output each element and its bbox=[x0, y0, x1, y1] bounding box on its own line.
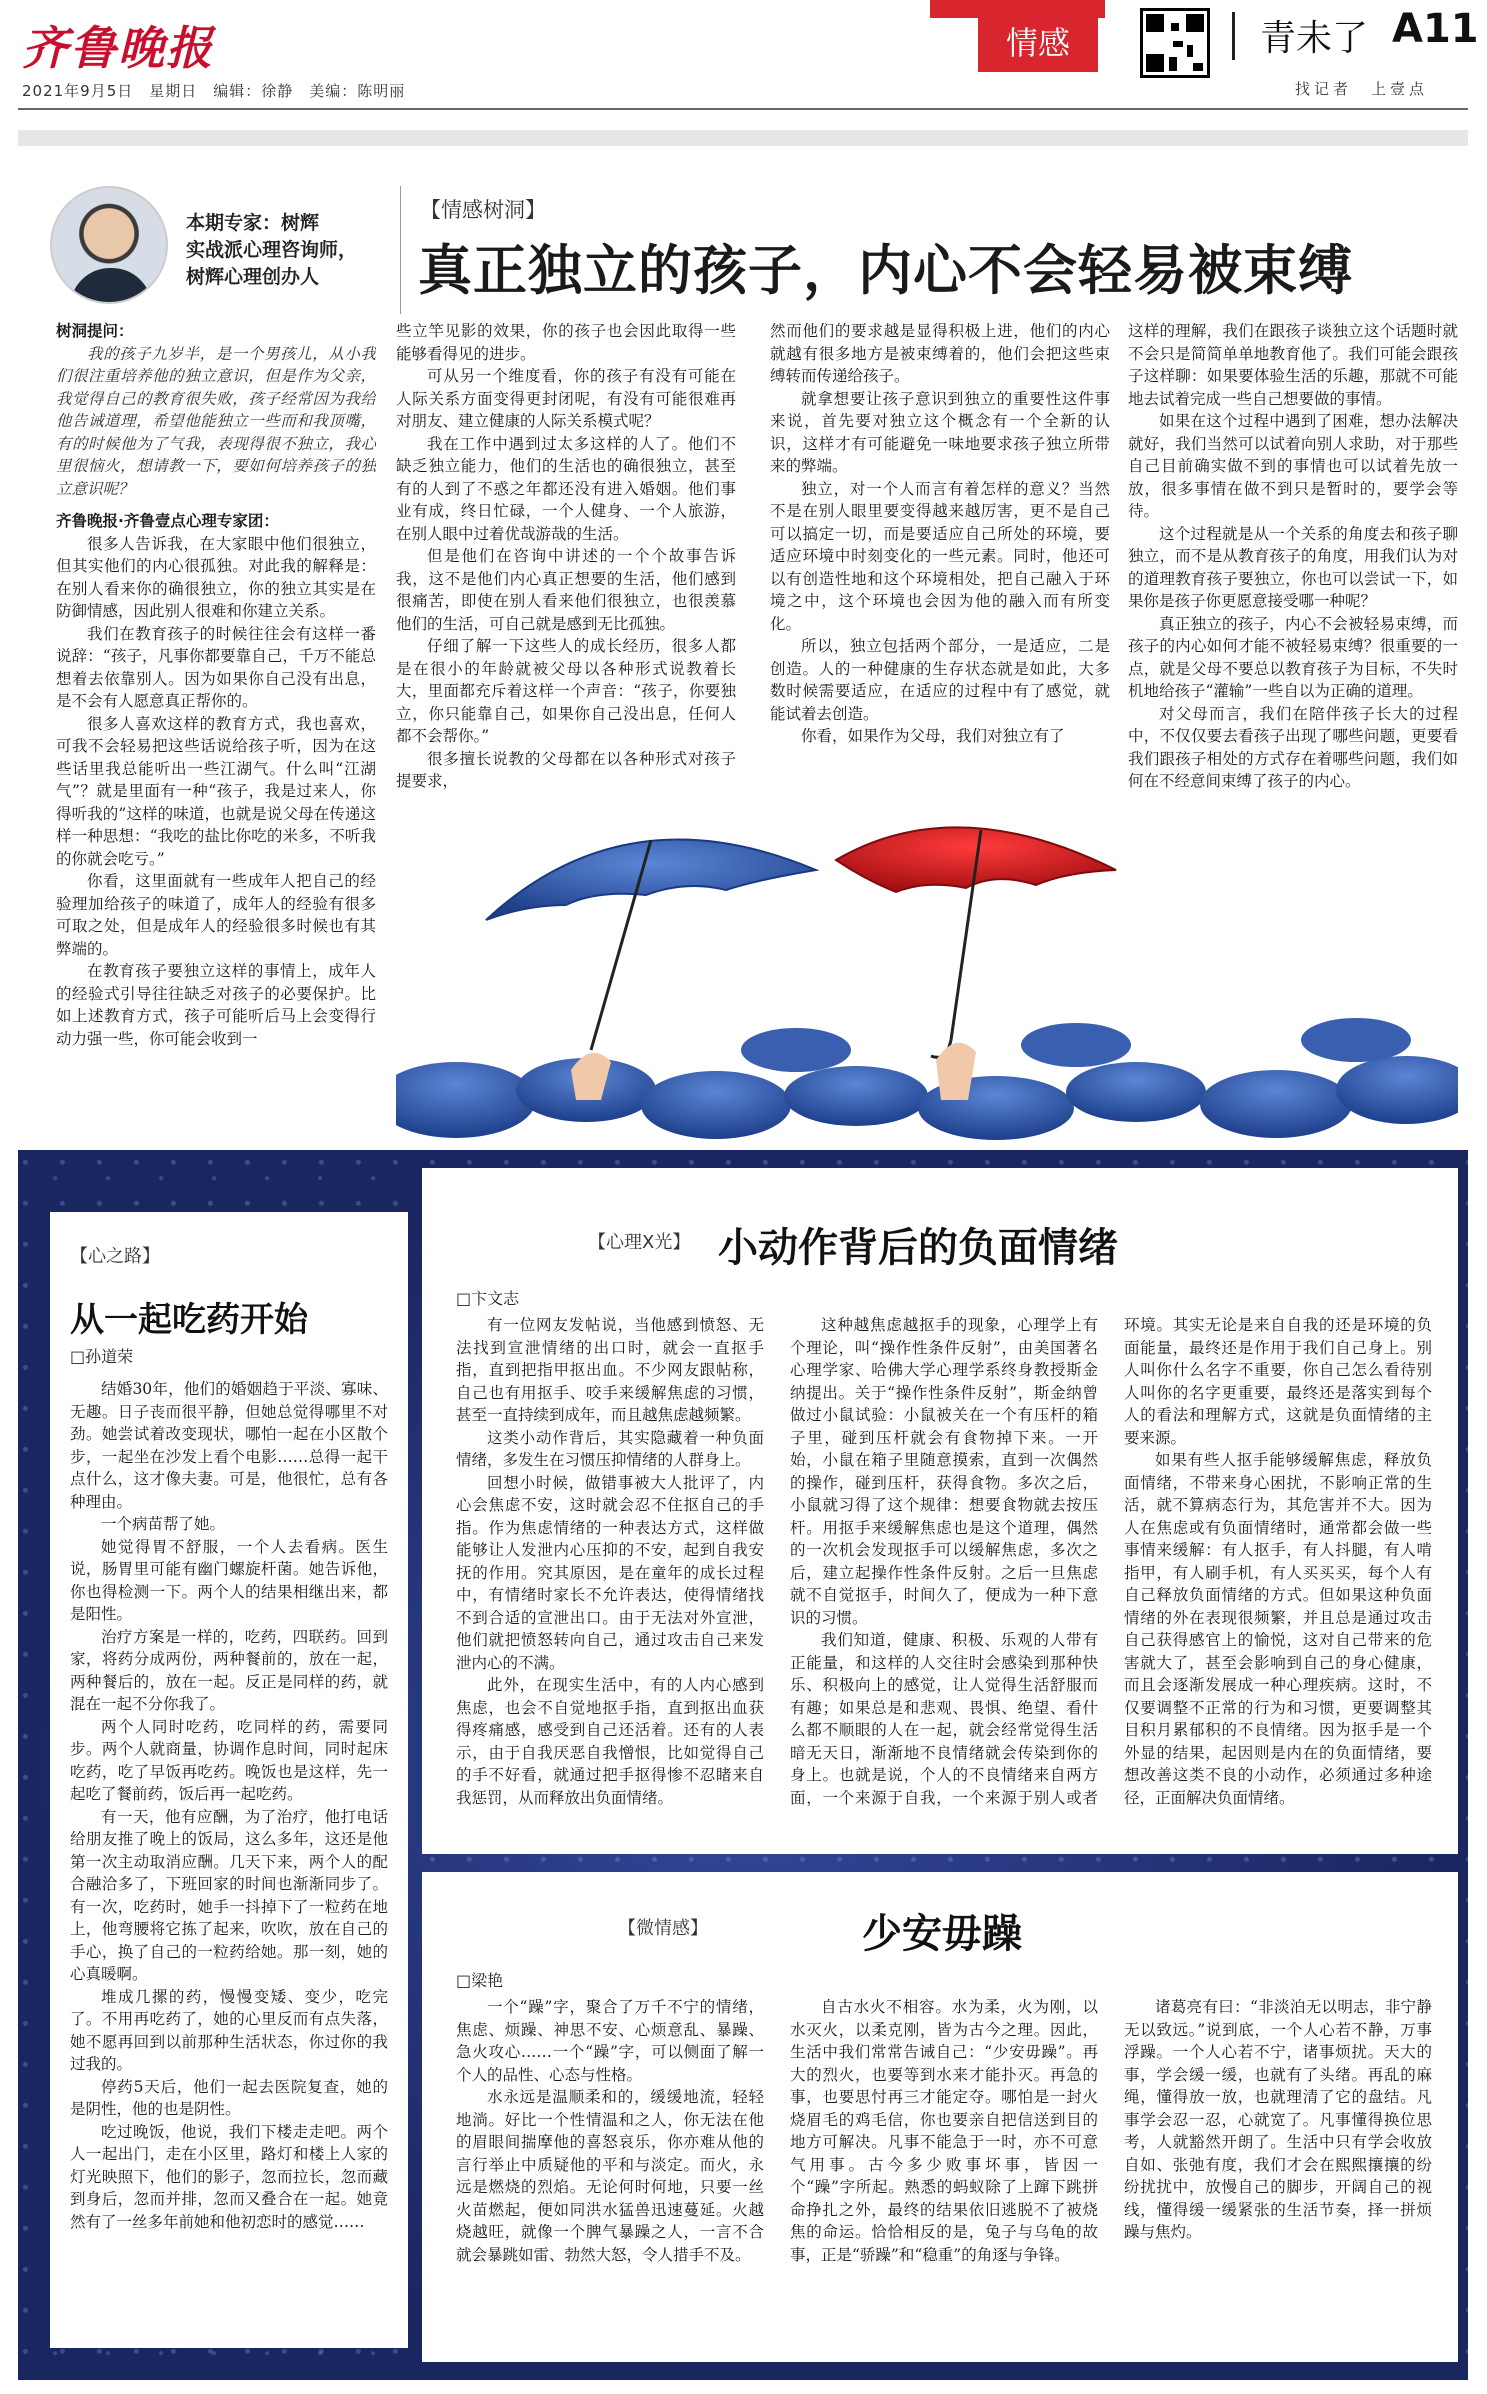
right-bottom-kicker: 【微情感】 bbox=[618, 1918, 708, 1939]
paragraph: 然而他们的要求越是显得积极上进，他们的内心就越有很多地方是被束缚着的，他们会把这些束缚转而传递给孩子。 bbox=[770, 322, 1110, 385]
expert-label: 本期专家：树辉 bbox=[186, 212, 320, 234]
right-bottom-author: □梁艳 bbox=[456, 1971, 504, 1990]
paragraph: 在教育孩子要独立这样的事情上，成年人的经验式引导往往缺乏对孩子的必要保护。比如上述教育方式，孩子可能听后马上会变得行动力强一些，你可能会收到一 bbox=[56, 962, 376, 1048]
answer-head: 齐鲁晚报·齐鲁壹点心理专家团： bbox=[56, 512, 279, 530]
paragraph: 如果在这个过程中遇到了困难，想办法解决就好，我们当然可以试着向别人求助，对于那些自己目前确实做不到的事情也可以试着先放一放，很多事情在做不到只是暂时的，要学会等待。 bbox=[1128, 412, 1458, 520]
paragraph: 停药5天后，他们一起去医院复查，她的是阴性，他的也是阴性。 bbox=[70, 2077, 388, 2118]
paragraph: 很多人喜欢这样的教育方式，我也喜欢，可我不会轻易把这些话说给孩子听，因为在这些话里我总能听出一些江湖气。什么叫“江湖气”？就是里面有一种“孩子，我是过来人，你得听我的”这样的味道，也就是说父母在传递这样一种思想：“我吃的盐比你吃的米多，不听我的你就会吃亏。” bbox=[56, 714, 376, 868]
paragraph: 你看，如果作为父母，我们对独立有了 bbox=[801, 727, 1065, 745]
masthead-divider bbox=[1232, 12, 1235, 60]
right-bottom-headline: 少安毋躁 bbox=[862, 1911, 1022, 1957]
paragraph: 如果有些人抠手能够缓解焦虑，释放负面情绪，不带来身心困扰，不影响正常的生活，就不算病态行为，其危害并不大。因为人在焦虑或有负面情绪时，通常都会做一些事情来缓解：有人抠手，有人抖腿，有人啃指甲，有人刷手机，有人买买买，每个人有自己释放负面情绪的方式。但如果这种负面情绪的外在表现很频繁，并且总是通过攻击自己获得感官上的愉悦，这对自己带来的危害就大了，甚至会影响到自己的身心健康，而且会逐渐发展成一种心理疾病。这时，不仅要调整不正常的行为和习惯，更要调整其目积月累郁积的不良情绪。因为抠手是一个外显的结果，起因则是内在的负面情绪，要想改善这类不良的小动作，必须通过多种途径，正面解决负面情绪。 bbox=[1124, 1451, 1432, 1807]
paragraph: 自古水火不相容。水为柔，火为刚，以水灭火，以柔克刚，皆为古今之理。因此，生活中我们常常告诫自己：“少安毋躁”。再大的烈火，也要等到水来才能扑灭。再急的事，也要思忖再三才能定夺。哪怕是一封火烧眉毛的鸡毛信，你也要亲自把信送到目的地方可解决。凡事不能急于一时，亦不可意气用事。古今多少败事坏事，皆因一个“躁”字所起。熟悉的蚂蚁除了上蹿下跳拼命挣扎之外，最终的结果依旧逃脱不了被烧焦的命运。恰恰相反的是，兔子与乌龟的故事，正是“骄躁”和“稳重”的角逐与争锋。 bbox=[790, 1998, 1098, 2264]
date-editor-line: 2021年9月5日 星期日 编辑：徐静 美编：陈明丽 bbox=[22, 82, 406, 100]
right-bottom-story-panel bbox=[422, 1872, 1458, 2362]
paragraph: 就拿想要让孩子意识到独立的重要性这件事来说，首先要对独立这个概念有一个全新的认识，这样才有可能避免一味地要求孩子独立所带来的弊端。 bbox=[770, 389, 1110, 475]
paragraph: 很多人告诉我，在大家眼中他们很独立，但其实他们的内心很孤独。对此我的解释是：在别人看来你的确很独立，你的独立其实是在防御情感，因此别人很难和你建立关系。 bbox=[56, 534, 376, 620]
expert-title-1: 实战派心理咨询师， bbox=[186, 239, 358, 261]
question-head: 树洞提问： bbox=[56, 322, 134, 340]
paragraph: 你看，这里面就有一些成年人把自己的经验理加给孩子的味道了，成年人的经验有很多可取之处，但是成年人的经验很多时候也有其弊端的。 bbox=[56, 872, 376, 958]
paragraph: 结婚30年，他们的婚姻趋于平淡、寡味、无趣。日子丧而很平静，但她总觉得哪里不对劲。她尝试着改变现状，哪怕一起在小区散个步，一起坐在沙发上看个电影……总得一起干点什么，这才像夫妻。可是，他很忙，总有各种理由。 bbox=[70, 1380, 388, 1511]
paragraph: 有一天，他有应酬，为了治疗，他打电话给朋友推了晚上的饭局，这么多年，这还是他第一次主动取消应酬。几天下来，两个人的配合融洽多了，下班回家的时间也渐渐同步了。有一次，吃药时，她手一抖掉下了一粒药在地上，他弯腰将它拣了起来，吹吹，放在自己的手心，换了自己的一粒药给她。那一刻，她的心真暖啊。 bbox=[70, 1807, 388, 1983]
page-label: 青未了 bbox=[1260, 18, 1369, 59]
paragraph: 可从另一个维度看，你的孩子有没有可能在人际关系方面变得更封闭呢，有没有可能很难再对朋友、建立健康的人际关系模式呢？ bbox=[396, 367, 736, 430]
paragraph: 我们在教育孩子的时候往往会有这样一番说辞：“孩子，凡事你都要靠自己，千万不能总想着去依靠别人。因为如果你自己没有出息，是不会有人愿意真正帮你的。 bbox=[56, 624, 376, 710]
section-tag: 情感 bbox=[978, 14, 1098, 72]
paragraph: 很多擅长说教的父母都在以各种形式对孩子提要求， bbox=[396, 749, 736, 790]
divider-line bbox=[400, 186, 401, 314]
paragraph: 有一位网友发帖说，当他感到愤怒、无法找到宣泄情绪的出口时，就会一直抠手指，直到把指甲抠出血。不少网友跟帖称，自己也有用抠手、咬手来缓解焦虑的习惯，甚至一直持续到成年，而且越焦虑越频繁。 bbox=[456, 1316, 764, 1424]
paragraph: 这种越焦虑越抠手的现象，心理学上有个理论，叫“操作性条件反射”，由美国著名心理学家、哈佛大学心理学系终身教授斯金纳提出。关于“操作性条件反射”，斯金纳曾做过小鼠试验：小鼠被关在一个有压杆的箱子里，碰到压杆就会有食物掉下来。一开始，小鼠在箱子里随意摸索，直到一次偶然的操作，碰到压杆，获得食物。多次之后，小鼠就习得了这个规律：想要食物就去按压杆。用抠手来缓解焦虑也是这个道理，偶然的一次机会发现抠手可以缓解焦虑，多次之后，建立起操作性条件反射。之后一旦焦虑就不自觉抠手，时间久了，便成为一种下意识的习惯。 bbox=[790, 1316, 1098, 1627]
feature-column-3 bbox=[770, 320, 1110, 794]
paragraph: 她觉得胃不舒服，一个人去看病。医生说，肠胃里可能有幽门螺旋杆菌。她告诉他，你也得检测一下。两个人的结果相继出来，都是阳性。 bbox=[70, 1537, 388, 1623]
masthead bbox=[0, 0, 1487, 120]
right-top-headline: 小动作背后的负面情绪 bbox=[718, 1225, 1118, 1271]
feature-column-1 bbox=[56, 320, 376, 1132]
paragraph: 诸葛亮有曰：“非淡泊无以明志，非宁静无以致远。”说到底，一个人心若不静，万事浮躁。一个人心若不宁，诸事烦扰。天大的事，学会缓一缓，也就有了头绪。再乱的麻绳，懂得放一放，也就理清了它的盘结。凡事学会忍一忍，心就宽了。凡事懂得换位思考，人就豁然开朗了。生活中只有学会收放自如、张弛有度，我们才会在熙熙攘攘的纷纷扰扰中，放慢自己的脚步，开阔自己的视线，懂得缓一缓紧张的生活节奏，择一拼烦躁与焦灼。 bbox=[1124, 1998, 1432, 2241]
right-top-story-panel bbox=[422, 1168, 1458, 1854]
paragraph: 回想小时候，做错事被大人批评了，内心会焦虑不安，这时就会忍不住抠自己的手指。作为焦虑情绪的一种表达方式，这样做能够让人发泄内心压抑的不安，起到自我安抚的作用。究其原因，是在童年的成长过程中，有情绪时家长不允许表达，使得情绪找不到合适的宣泄出口。由于无法对外宣泄，他们就把愤怒转向自己，通过攻击自己来发泄内心的不满。 bbox=[456, 1473, 764, 1672]
reporter-line: 找记者 上壹点 bbox=[1295, 80, 1429, 98]
paragraph: 吃过晚饭，他说，我们下楼走走吧。两个人一起出门，走在小区里，路灯和楼上人家的灯光映照下，他们的影子，忽而拉长，忽而藏到身后，忽而并排，忽而又叠合在一起。她竟然有了一丝多年前她和他初恋时的感觉…… bbox=[70, 2122, 388, 2231]
paragraph: 我在工作中遇到过太多这样的人了。他们不缺乏独立能力，他们的生活也的确很独立，甚至有的人到了不惑之年都还没有进入婚姻。他们事业有成，终日忙碌，一个人健身、一个人旅游，在别人眼中过着优哉游哉的生活。 bbox=[396, 434, 736, 543]
bottom-section bbox=[18, 1150, 1468, 2380]
expert-photo bbox=[50, 186, 168, 304]
masthead-rule bbox=[18, 108, 1468, 110]
paragraph: 所以，独立包括两个部分，一是适应，二是创造。人的一种健康的生存状态就是如此，大多数时候需要适应，在适应的过程中有了感觉，就能试着去创造。 bbox=[770, 637, 1110, 723]
paragraph: 真正独立的孩子，内心不会被轻易束缚，而孩子的内心如何才能不被轻易束缚？很重要的一点，就是父母不要总以教育孩子为目标，不失时机地给孩子“灌输”一些自以为正确的道理。 bbox=[1128, 614, 1458, 700]
umbrella-illustration bbox=[396, 800, 1458, 1140]
left-story-headline: 从一起吃药开始 bbox=[70, 1300, 308, 1340]
paragraph: 仔细了解一下这些人的成长经历，很多人都是在很小的年龄就被父母以各种形式说教着长大，里面都充斥着这样一个声音：“孩子，你要独立，你只能靠自己，如果你自己没出息，任何人都不会帮你。” bbox=[396, 637, 736, 745]
paragraph: 一个病苗帮了她。 bbox=[101, 1515, 226, 1533]
left-story-author: □孙道荣 bbox=[70, 1347, 134, 1366]
paragraph: 两个人同时吃药，吃同样的药，需要同步。两个人就商量，协调作息时间，同时起床吃药，吃了早饭再吃药。晚饭也是这样，先一起吃了餐前药，饭后再一起吃药。 bbox=[70, 1717, 388, 1803]
qr-code-icon bbox=[1140, 8, 1210, 78]
right-top-kicker: 【心理X光】 bbox=[588, 1232, 691, 1253]
feature-kicker: 【情感树洞】 bbox=[420, 198, 546, 222]
paragraph: 些立竿见影的效果，你的孩子也会因此取得一些能够看得见的进步。 bbox=[396, 322, 736, 363]
paragraph: 堆成几摞的药，慢慢变矮、变少，吃完了。不用再吃药了，她的心里反而有点失落，她不愿再回到以前那种生活状态，你过你的我过我的。 bbox=[70, 1987, 388, 2073]
paragraph: 此外，在现实生活中，有的人内心感到焦虑，也会不自觉地抠手指，直到抠出血获得疼痛感，感受到自己还活着。还有的人表示，由于自我厌恶自我憎恨，比如觉得自己的手不好看，就通过把手抠得惨不忍睹来自我惩罚，从而释放出负面情绪。 bbox=[456, 1676, 764, 1807]
newspaper-logo: 齐鲁晚报 bbox=[22, 21, 214, 75]
left-story-panel bbox=[50, 1212, 408, 2348]
expert-title-2: 树辉心理创办人 bbox=[186, 266, 320, 288]
expert-info bbox=[186, 210, 357, 291]
right-bottom-body bbox=[456, 1996, 1432, 2346]
paragraph: 我们知道，健康、积极、乐观的人带有正能量，和这样的人交往时会感染到那种快乐、积极向上的感觉，让人觉得生活舒服而有趣；如果总是和悲观、畏惧、绝望、看什么都不顺眼的人在一起，就会经常觉得生活暗无天日，渐渐地不良情绪就会传染到你的身上。也就是说，个人的不良情绪来自两方面，一个来源于自我，一个来源于别人或者环境。其实无论是来自自我的还是环境的负面能量，最终还是作用于我们自己身上。别人叫你什么名字不重要，你自己怎么看待别人叫你的名字更重要，最终还是落实到每个人的看法和理解方式，这就是负面情绪的主要来源。 bbox=[790, 1316, 1432, 1807]
paragraph: 治疗方案是一样的，吃药，四联药。回到家，将药分成两份，两种餐前的，放在一起，两种餐后的，放在一起。反正是同样的药，就混在一起不分你我了。 bbox=[70, 1627, 388, 1713]
left-story-kicker: 【心之路】 bbox=[70, 1246, 160, 1267]
right-top-author: □卞文志 bbox=[456, 1289, 520, 1308]
paragraph: 这样的理解，我们在跟孩子谈独立这个话题时就不会只是简简单单地教育他了。我们可能会跟孩子这样聊：如果要体验生活的乐趣，那就不可能地去试着完成一些自己想要做的事情。 bbox=[1128, 322, 1458, 408]
paragraph: 对父母而言，我们在陪伴孩子长大的过程中，不仅仅要去看孩子出现了哪些问题，更要看我们跟孩子相处的方式存在着哪些问题，我们如何在不经意间束缚了孩子的内心。 bbox=[1128, 704, 1458, 790]
right-top-body bbox=[456, 1314, 1432, 1834]
paragraph: 这个过程就是从一个关系的角度去和孩子聊独立，而不是从教育孩子的角度，用我们认为对的道理教育孩子要独立，你也可以尝试一下，如果你是孩子你更愿意接受哪一种呢？ bbox=[1128, 524, 1458, 610]
feature-headline: 真正独立的孩子，内心不会轻易被束缚 bbox=[418, 239, 1353, 302]
paragraph: 水永远是温顺柔和的，缓缓地流，轻轻地淌。好比一个性情温和之人，你无法在他的眉眼间揣摩他的喜怒哀乐，你亦难从他的言行举止中质疑他的平和与淡定。而火，永远是燃烧的烈焰。无论何时何地，只要一丝火苗燃起，便如同洪水猛兽迅速蔓延。火越烧越旺，就像一个脾气暴躁之人，一言不合就会暴跳如雷、勃然大怒，令人措手不及。 bbox=[456, 2088, 764, 2264]
question-text: 我的孩子九岁半，是一个男孩儿，从小我们很注重培养他的独立意识，但是作为父亲，我觉得自己的教育很失败，孩子经常因为我给他告诫道理，希望他能独立一些而和我顶嘴，有的时候他为了气我，表现得很不独立，我心里很恼火，想请教一下，要如何培养孩子的独立意识呢？ bbox=[56, 344, 376, 498]
left-story-body bbox=[70, 1378, 388, 2328]
paragraph: 这类小动作背后，其实隐藏着一种负面情绪，多发生在习惯压抑情绪的人群身上。 bbox=[456, 1428, 764, 1469]
paragraph: 但是他们在咨询中讲述的一个个故事告诉我，这不是他们内心真正想要的生活，他们感到很痛苦，即使在别人看来他们很独立，也很羡慕他们的生活，可自己就是感到无比孤独。 bbox=[396, 547, 736, 633]
paragraph: 独立，对一个人而言有着怎样的意义？当然不是在别人眼里要变得越来越厉害，更不是自己可以搞定一切，而是要适应自己所处的环境，要适应环境中时刻变化的一些元素。同时，他还可以有创造性地和这个环境相处，把自己融入于环境之中，这个环境也会因为他的融入而有所变化。 bbox=[770, 479, 1110, 633]
paragraph: 一个“躁”字，聚合了万千不宁的情绪，焦虑、烦躁、神思不安、心烦意乱、暴躁、急火攻心……一个“躁”字，可以侧面了解一个人的品性、心态与性格。 bbox=[456, 1998, 764, 2084]
page-number: A11 bbox=[1392, 6, 1479, 52]
gray-band bbox=[18, 130, 1468, 146]
